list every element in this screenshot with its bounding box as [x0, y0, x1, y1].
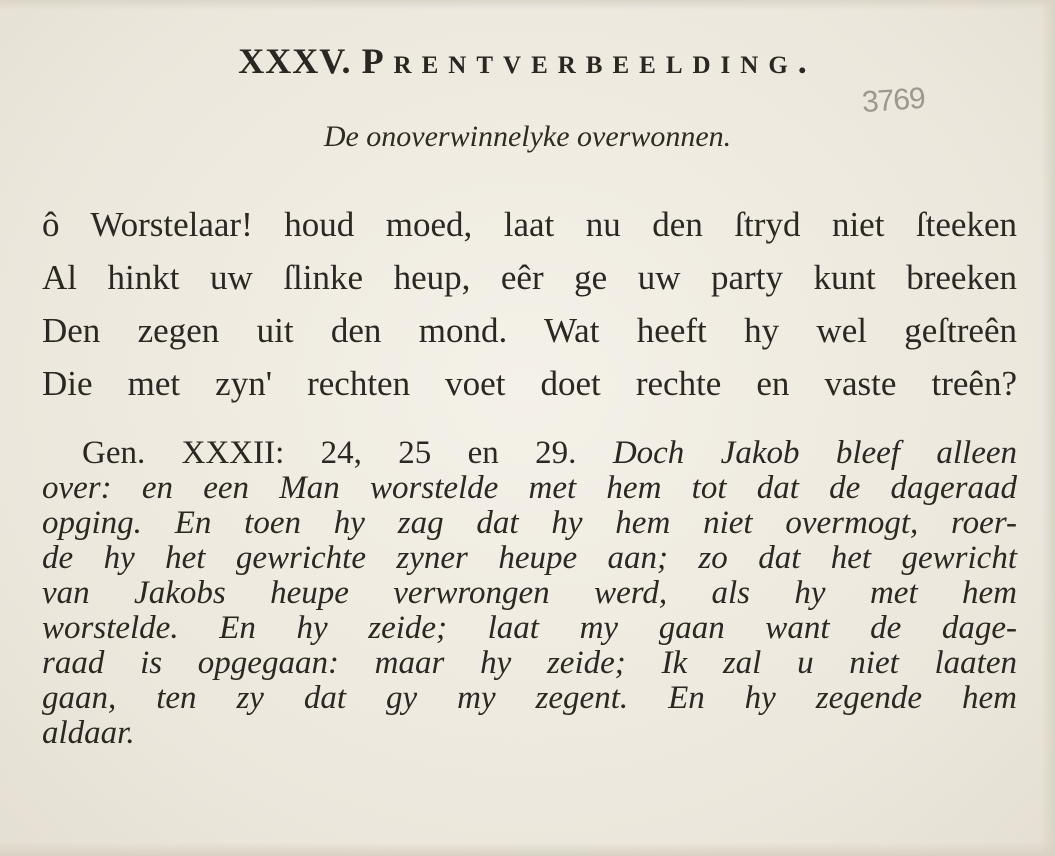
scripture-line: opging. En toen hy zag dat hy hem niet overmogt, roer- — [42, 505, 1017, 541]
scripture-line: worstelde. En hy zeide; laat my gaan want de dage- — [42, 610, 1017, 646]
subtitle: De onoverwinnelyke overwonnen. — [323, 120, 732, 153]
scripture-text: Doch Jakob bleef alleen — [612, 435, 1017, 471]
poem — [42, 198, 1032, 410]
scripture-line: raad is opgegaan: maar hy zeide; Ik zal u niet laaten — [42, 645, 1017, 681]
poem-line: ô Worstelaar! houd moed, laat nu den ſtryd niet ſteeken — [42, 205, 1017, 244]
scripture-passage — [42, 436, 1017, 751]
scripture-line: gaan, ten zy dat gy my zegent. En hy zegende hem — [42, 680, 1017, 716]
poem-line: Al hinkt uw ſlinke heup, eêr ge uw party kunt breeken — [42, 258, 1017, 297]
scripture-line: van Jakobs heupe verwrongen werd, als hy met hem — [42, 575, 1017, 611]
paper-edge-top — [0, 0, 1055, 10]
poem-line: Die met zyn' rechten voet doet rechte en vaste treên? — [42, 364, 1017, 403]
inventory-mark: 3769 — [860, 81, 926, 120]
plate-number: XXXV. — [238, 41, 352, 81]
scripture-first-line — [42, 436, 1017, 471]
paper-edge-bottom — [0, 842, 1055, 856]
scripture-line: over: en een Man worstelde met hem tot dat de dageraad — [42, 470, 1017, 506]
plate-title: Prentverbeelding. — [361, 41, 817, 81]
poem-line: Den zegen uit den mond. Wat heeft hy wel geſtreên — [42, 311, 1017, 350]
scripture-reference: Gen. XXXII: 24, 25 en 29. — [82, 435, 577, 471]
scripture-line: de hy het gewrichte zyner heupe aan; zo dat het gewricht — [42, 540, 1017, 576]
scripture-line: aldaar. — [42, 715, 135, 751]
plate-heading — [0, 40, 1055, 82]
